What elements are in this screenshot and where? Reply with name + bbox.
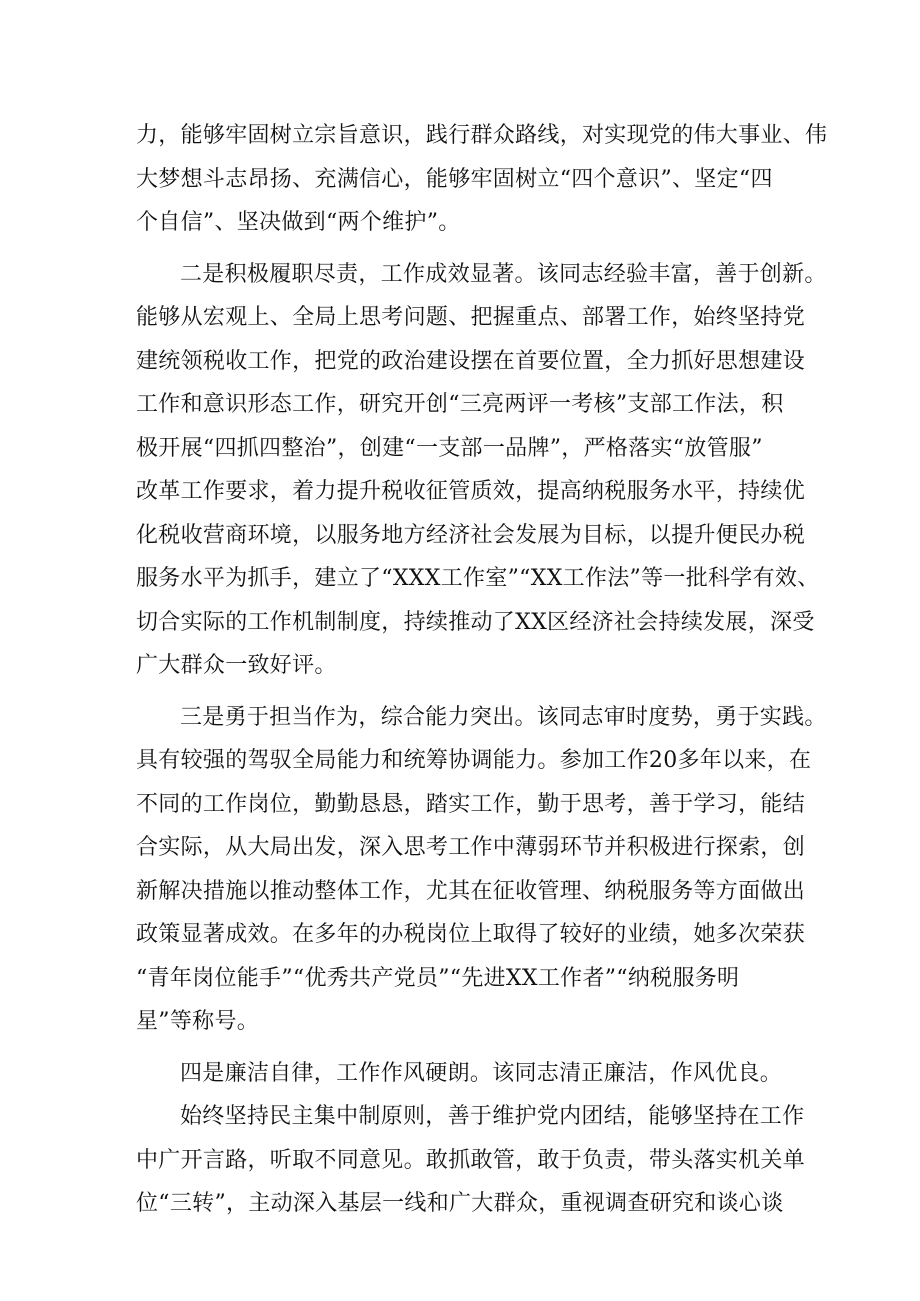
text-line: 星”等称号。	[136, 1009, 260, 1034]
text-line: 中广开言路，听取不同意见。敢抓敢管，敢于负责，带头落实机关单	[136, 1147, 806, 1173]
text-line: 政策显著成效。在多年的办税岗位上取得了较好的业绩，她多次荣获	[136, 922, 806, 947]
text-line: 个自信”、坚决做到“两个维护”。	[136, 210, 461, 235]
text-line: 切合实际的工作机制制度，持续推动了XX区经济社会持续发展，深受	[136, 609, 815, 635]
paragraph-gap	[136, 245, 808, 253]
paragraph-heading-line: 三是勇于担当作为，综合能力突出。该同志审时度势，勇于实践。	[180, 704, 827, 730]
text-line: 力，能够牢固树立宗旨意识，践行群众路线，对实现党的伟大事业、伟	[136, 123, 828, 148]
text-line: 大梦想斗志昂扬、充满信心，能够牢固树立“四个意识”、坚定“四	[136, 166, 773, 192]
text-line: 能够从宏观上、全局上思考问题、把握重点、部署工作，始终坚持党	[136, 305, 806, 330]
paragraph-gap	[136, 688, 808, 696]
text-line: 改革工作要求，着力提升税收征管质效，提高纳税服务水平，持续优	[136, 479, 806, 504]
text-line: 工作和意识形态工作，研究开创“三亮两评一考核”支部工作法，积	[136, 392, 784, 417]
text-line: 位“三转”，主动深入基层一线和广大群众，重视调查研究和谈心谈	[136, 1191, 784, 1216]
text-line: 新解决措施以推动整体工作，尤其在征收管理、纳税服务等方面做出	[136, 878, 806, 904]
paragraph-heading-line: 二是积极履职尽责，工作成效显著。该同志经验丰富，善于创新。	[180, 261, 827, 287]
paragraph-gap	[136, 1044, 808, 1052]
text-line: “青年岗位能手”“优秀共产党员”“先进XX工作者”“纳税服务明	[136, 965, 740, 991]
paragraph-heading-line: 四是廉洁自律，工作作风硬朗。该同志清正廉洁，作风优良。	[180, 1060, 783, 1086]
text-line: 极开展“四抓四整治”，创建“一支部一品牌”，严格落实“放管服”	[136, 435, 763, 461]
text-line: 广大群众一致好评。	[136, 653, 337, 678]
text-line: 服务水平为抓手，建立了“XXX工作室”“XX工作法”等一批科学有效、	[136, 566, 820, 591]
text-line: 化税收营商环境，以服务地方经济社会发展为目标，以提升便民办税	[136, 522, 806, 548]
paragraph-start-line: 始终坚持民主集中制原则，善于维护党内团结，能够坚持在工作	[180, 1104, 805, 1129]
text-line: 不同的工作岗位，勤勤恳恳，踏实工作，勤于思考，善于学习，能结	[136, 791, 806, 817]
text-line: 建统领税收工作，把党的政治建设摆在首要位置，全力抓好思想建设	[136, 348, 806, 374]
text-line: 合实际，从大局出发，深入思考工作中薄弱环节并积极进行探索，创	[136, 835, 806, 860]
document-body	[136, 114, 828, 1226]
text-line: 具有较强的驾驭全局能力和统筹协调能力。参加工作20多年以来，在	[136, 748, 812, 773]
